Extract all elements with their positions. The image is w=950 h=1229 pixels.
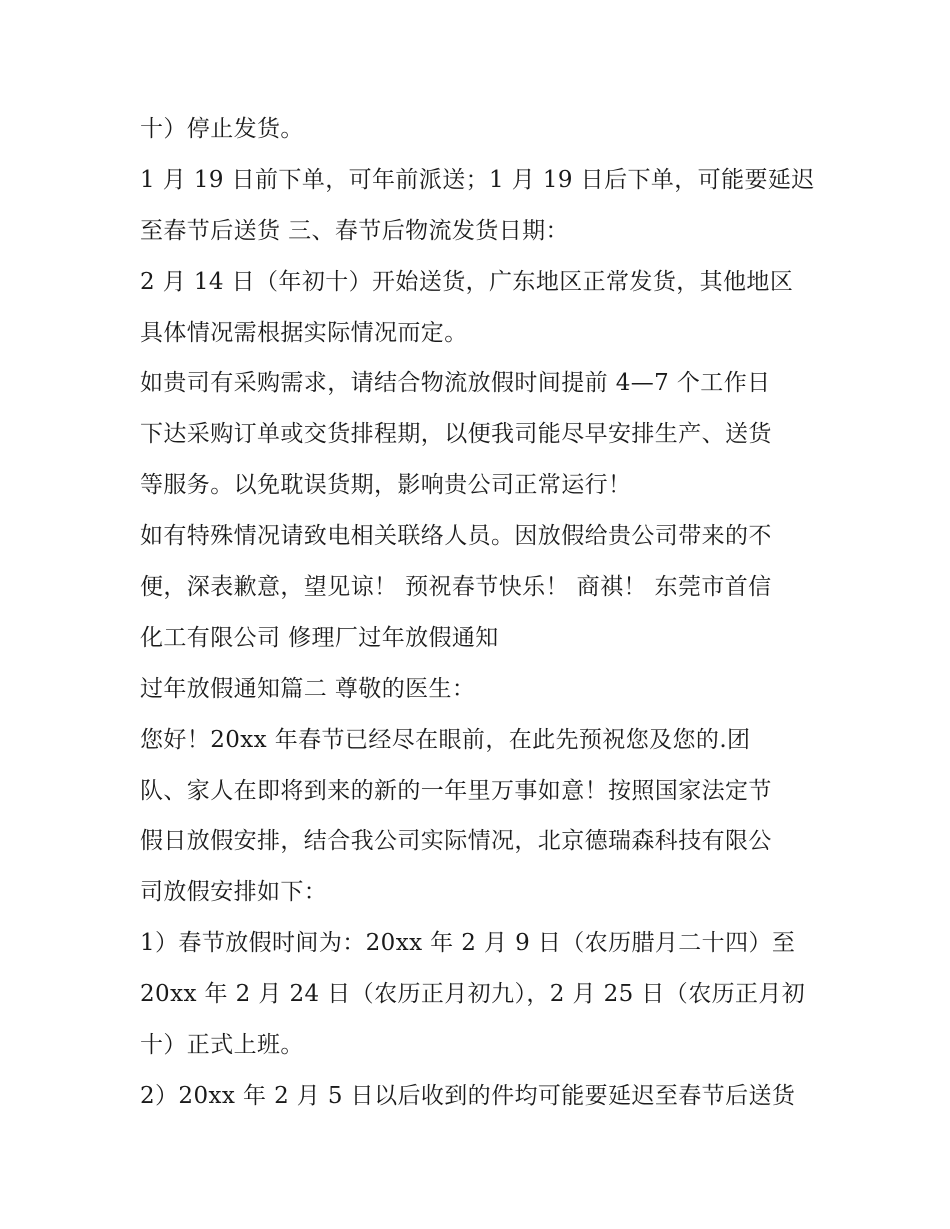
text-line: 下达采购订单或交货排程期，以便我司能尽早安排生产、送货 [140, 421, 772, 448]
document-body [140, 104, 820, 1122]
text-line: 化工有限公司 修理厂过年放假通知 [140, 624, 499, 651]
text-line: 假日放假安排，结合我公司实际情况，北京德瑞森科技有限公 [140, 828, 772, 855]
text-line: 十）停止发货。 [140, 116, 304, 142]
text-line: 20xx 年 2 月 24 日（农历正月初九），2 月 25 日（农历正月初 [140, 981, 806, 1008]
text-line: 2）20xx 年 2 月 5 日以后收到的件均可能要延迟至春节后送货 [140, 1082, 796, 1109]
text-line: 具体情况需根据实际情况而定。 [140, 319, 468, 346]
text-line: 如贵司有采购需求，请结合物流放假时间提前 4—7 个工作日 [140, 370, 771, 397]
text-line: 十）正式上班。 [140, 1032, 304, 1059]
text-line: 司放假安排如下： [140, 879, 328, 906]
text-line: 至春节后送货 三、春节后物流发货日期： [140, 217, 569, 244]
text-line: 您好！20xx 年春节已经尽在眼前，在此先预祝您及您的.团 [140, 726, 751, 753]
text-line: 过年放假通知篇二 尊敬的医生： [140, 675, 476, 702]
text-line: 2 月 14 日（年初十）开始送货，广东地区正常发货，其他地区 [140, 268, 794, 295]
text-line: 如有特殊情况请致电相关联络人员。因放假给贵公司带来的不 [140, 523, 772, 550]
text-line: 1 月 19 日前下单，可年前派送；1 月 19 日后下单，可能要延迟 [140, 166, 815, 193]
text-line: 等服务。以免耽误货期，影响贵公司正常运行！ [140, 472, 632, 499]
text-line: 1）春节放假时间为：20xx 年 2 月 9 日（农历腊月二十四）至 [140, 930, 796, 957]
text-line: 便，深表歉意，望见谅！ 预祝春节快乐！ 商祺！ 东莞市首信 [140, 574, 772, 601]
text-line: 队、家人在即将到来的新的一年里万事如意！按照国家法定节 [140, 777, 772, 804]
